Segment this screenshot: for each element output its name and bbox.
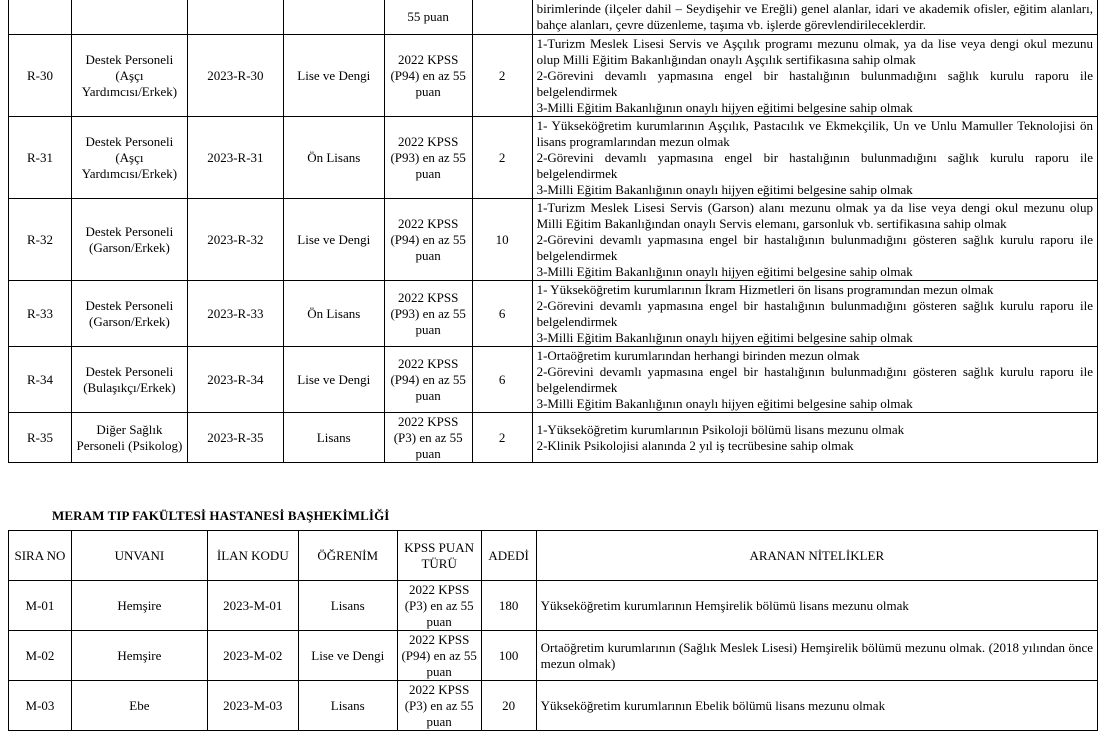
- cell-nitelikler: [532, 413, 1097, 463]
- cell-kpss: 2022 KPSS (P94) en az 55 puan: [384, 347, 472, 413]
- cell-nitelikler: [532, 281, 1097, 347]
- cell-ogrenim: Lise ve Dengi: [283, 35, 384, 117]
- cell-kpss: 2022 KPSS (P94) en az 55 puan: [384, 35, 472, 117]
- table-row: [9, 281, 1098, 347]
- cell-kpss: 2022 KPSS (P3) en az 55 puan: [384, 413, 472, 463]
- qualification-line: 1-Yükseköğretim kurumlarının Psikoloji bölümü lisans mezunu olmak: [536, 421, 905, 437]
- cell-adet: 180: [481, 581, 536, 631]
- qualification-line: 1- Yükseköğretim kurumlarının İkram Hizmetleri ön lisans programından mezun olmak: [536, 281, 994, 297]
- qualification-line: 1-Ortaöğretim kurumlarından herhangi birinden mezun olmak: [536, 347, 860, 363]
- qualification-line: 2-Görevini devamlı yapmasına engel bir hastalığının bulunmadığını gösteren sağlık kurulu raporu ile belgelendirmek: [536, 231, 1093, 263]
- cell-unvan: Diğer Sağlık Personeli (Psikolog): [71, 413, 187, 463]
- cell-kpss: 2022 KPSS (P94) en az 55 puan: [384, 199, 472, 281]
- cell-ogrenim: Lisans: [298, 581, 397, 631]
- cell-nitelikler: [536, 581, 1097, 631]
- qualification-line: 3-Milli Eğitim Bakanlığının onaylı hijyen eğitimi belgesine sahip olmak: [536, 99, 913, 115]
- cell-nitelikler: [536, 681, 1097, 731]
- cell-sira: M-03: [9, 681, 72, 731]
- qualification-line: 2-Klinik Psikolojisi alanında 2 yıl iş tecrübesine sahip olmak: [536, 437, 854, 453]
- table-row: [9, 681, 1098, 731]
- cell-sira: R-31: [9, 117, 72, 199]
- cell-ogrenim: Lise ve Dengi: [283, 199, 384, 281]
- cell-unvan: Hemşire: [71, 631, 207, 681]
- cell-unvan: Destek Personeli (Garson/Erkek): [71, 199, 187, 281]
- qualification-line: 1-Turizm Meslek Lisesi Servis ve Aşçılık programı mezunu olmak, ya da lise veya dengi okul mezunu olup Milli Eğitim Bakanlığından onaylı Aşçılık sertifikasına sahip olmak: [536, 35, 1093, 67]
- cell-adet: 6: [472, 347, 532, 413]
- cell-adet: 100: [481, 631, 536, 681]
- cell-kod: 2023-R-30: [187, 35, 283, 117]
- cell-nitelikler: [532, 35, 1097, 117]
- cell-adet: 6: [472, 281, 532, 347]
- cell-sira: R-34: [9, 347, 72, 413]
- table-row: [9, 631, 1098, 681]
- cell-unvan: Destek Personeli (Garson/Erkek): [71, 281, 187, 347]
- cell-adet: 10: [472, 199, 532, 281]
- cell-sira: M-02: [9, 631, 72, 681]
- cell-sira: M-01: [9, 581, 72, 631]
- cell-nitelikler: [532, 0, 1097, 35]
- cell-kpss: 2022 KPSS (P3) en az 55 puan: [397, 681, 481, 731]
- cell-kod: 2023-R-33: [187, 281, 283, 347]
- qualification-line: 2-Görevini devamlı yapmasına engel bir hastalığının bulunmadığını gösteren sağlık kurulu raporu ile belgelendirmek: [536, 363, 1093, 395]
- qualification-line: birimlerinde (ilçeler dahil – Seydişehir ve Ereğli) genel alanlar, idari ve akademik ofisler, eğitim alanları, bahçe alanları, çevre düzenleme, taşıma vb. işlerde görevlendirileceklerdir.: [536, 0, 1093, 32]
- qualification-line: 3-Milli Eğitim Bakanlığının onaylı hijyen eğitimi belgesine sahip olmak: [536, 395, 913, 411]
- table-row: [9, 199, 1098, 281]
- cell-kpss: 2022 KPSS (P93) en az 55 puan: [384, 281, 472, 347]
- cell-unvan: Hemşire: [71, 581, 207, 631]
- cell-adet: 2: [472, 35, 532, 117]
- cell-kod: 2023-R-35: [187, 413, 283, 463]
- cell-ogrenim: Lise ve Dengi: [298, 631, 397, 681]
- m-positions-table: [8, 530, 1098, 731]
- qualification-line: 3-Milli Eğitim Bakanlığının onaylı hijyen eğitimi belgesine sahip olmak: [536, 329, 913, 345]
- cell-unvan: [71, 0, 187, 35]
- table-header-row: [9, 531, 1098, 581]
- qualification-line: 3-Milli Eğitim Bakanlığının onaylı hijyen eğitimi belgesine sahip olmak: [536, 181, 913, 197]
- cell-ogrenim: Lise ve Dengi: [283, 347, 384, 413]
- cell-sira: R-35: [9, 413, 72, 463]
- cell-unvan: Destek Personeli (Aşçı Yardımcısı/Erkek): [71, 35, 187, 117]
- cell-sira: R-32: [9, 199, 72, 281]
- table-row: [9, 35, 1098, 117]
- cell-kod: 2023-R-34: [187, 347, 283, 413]
- header-kod: İLAN KODU: [207, 531, 298, 581]
- table-row: [9, 0, 1098, 35]
- qualification-line: Yükseköğretim kurumlarının Ebelik bölümü lisans mezunu olmak: [540, 697, 886, 713]
- cell-kod: [187, 0, 283, 35]
- cell-adet: 2: [472, 117, 532, 199]
- cell-nitelikler: [532, 117, 1097, 199]
- header-adet: ADEDİ: [481, 531, 536, 581]
- cell-nitelikler: [532, 199, 1097, 281]
- qualification-line: Ortaöğretim kurumlarının (Sağlık Meslek Lisesi) Hemşirelik bölümü mezunu olmak. (2018 yılından önce mezun olmak): [540, 639, 1093, 671]
- cell-ogrenim: Lisans: [298, 681, 397, 731]
- cell-kpss: 2022 KPSS (P93) en az 55 puan: [384, 117, 472, 199]
- header-nitelikler: ARANAN NİTELİKLER: [536, 531, 1097, 581]
- qualification-line: 2-Görevini devamlı yapmasına engel bir hastalığının bulunmadığını gösteren sağlık kurulu raporu ile belgelendirmek: [536, 297, 1093, 329]
- header-kpss: KPSS PUAN TÜRÜ: [397, 531, 481, 581]
- r-positions-table: [8, 0, 1098, 463]
- qualification-line: 2-Görevini devamlı yapmasına engel bir hastalığının bulunmadığını sağlık kurulu raporu ile belgelendirmek: [536, 67, 1093, 99]
- table-row: [9, 117, 1098, 199]
- qualification-line: 2-Görevini devamlı yapmasına engel bir hastalığının bulunmadığını sağlık kurulu raporu ile belgelendirmek: [536, 149, 1093, 181]
- cell-kod: 2023-R-32: [187, 199, 283, 281]
- cell-kod: 2023-M-03: [207, 681, 298, 731]
- cell-kpss: 55 puan: [384, 0, 472, 35]
- qualification-line: Yükseköğretim kurumlarının Hemşirelik bölümü lisans mezunu olmak: [540, 597, 909, 613]
- cell-ogrenim: Ön Lisans: [283, 117, 384, 199]
- qualification-line: 1-Turizm Meslek Lisesi Servis (Garson) alanı mezunu olmak ya da lise veya dengi okul mezunu olup Milli Eğitim Bakanlığından onaylı Servis elemanı, garsonluk vb. sertifikasına sahip olmak: [536, 199, 1093, 231]
- header-sira: SIRA NO: [9, 531, 72, 581]
- qualification-line: 3-Milli Eğitim Bakanlığının onaylı hijyen eğitimi belgesine sahip olmak: [536, 263, 913, 279]
- cell-unvan: Ebe: [71, 681, 207, 731]
- table-row: [9, 413, 1098, 463]
- cell-ogrenim: Lisans: [283, 413, 384, 463]
- section-title: MERAM TIP FAKÜLTESİ HASTANESİ BAŞHEKİMLİĞİ: [52, 508, 390, 523]
- cell-adet: 20: [481, 681, 536, 731]
- cell-nitelikler: [536, 631, 1097, 681]
- cell-sira: R-33: [9, 281, 72, 347]
- cell-kod: 2023-M-02: [207, 631, 298, 681]
- cell-unvan: Destek Personeli (Aşçı Yardımcısı/Erkek): [71, 117, 187, 199]
- table-row: [9, 347, 1098, 413]
- cell-kpss: 2022 KPSS (P94) en az 55 puan: [397, 631, 481, 681]
- cell-adet: 2: [472, 413, 532, 463]
- cell-adet: [472, 0, 532, 35]
- table-row: [9, 581, 1098, 631]
- cell-unvan: Destek Personeli (Bulaşıkçı/Erkek): [71, 347, 187, 413]
- cell-sira: R-30: [9, 35, 72, 117]
- cell-ogrenim: [283, 0, 384, 35]
- qualification-line: 1- Yükseköğretim kurumlarının Aşçılık, Pastacılık ve Ekmekçilik, Un ve Unlu Mamuller Teknolojisi ön lisans programlarından mezun olmak: [536, 117, 1093, 149]
- header-unvan: UNVANI: [71, 531, 207, 581]
- header-ogrenim: ÖĞRENİM: [298, 531, 397, 581]
- cell-sira: [9, 0, 72, 35]
- cell-kod: 2023-R-31: [187, 117, 283, 199]
- cell-ogrenim: Ön Lisans: [283, 281, 384, 347]
- cell-nitelikler: [532, 347, 1097, 413]
- cell-kod: 2023-M-01: [207, 581, 298, 631]
- cell-kpss: 2022 KPSS (P3) en az 55 puan: [397, 581, 481, 631]
